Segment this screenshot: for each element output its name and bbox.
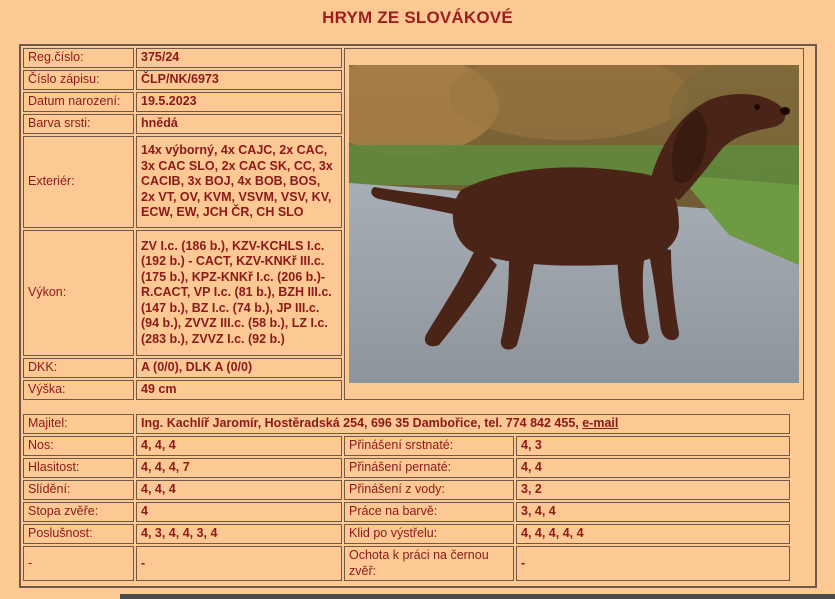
value-majitel (136, 414, 790, 434)
score-value-stopa-zvere: 4 (136, 502, 342, 522)
dog-photo-cell (344, 48, 804, 400)
label-dkk: DKK: (23, 358, 134, 378)
label-datum: Datum narození: (23, 92, 134, 112)
label-vykon: Výkon: (23, 230, 134, 356)
dog-record-table (21, 46, 806, 402)
value-datum: 19.5.2023 (136, 92, 342, 112)
score-value-empty: - (136, 546, 342, 581)
score-value-prace-na-barve: 3, 4, 4 (516, 502, 790, 522)
score-row (23, 436, 790, 456)
value-reg: 375/24 (136, 48, 342, 68)
score-value-poslusnost: 4, 3, 4, 4, 3, 4 (136, 524, 342, 544)
owner-and-scores-table (21, 412, 792, 583)
label-exterier: Exteriér: (23, 136, 134, 228)
label-reg: Reg.číslo: (23, 48, 134, 68)
email-link[interactable]: e-mail (582, 416, 619, 431)
score-value-prinaseni-z-vody: 3, 2 (516, 480, 790, 500)
dog-photo-image (349, 65, 799, 383)
score-label-prinaseni-z-vody: Přinášení z vody: (344, 480, 514, 500)
label-barva: Barva srsti: (23, 114, 134, 134)
score-row (23, 502, 790, 522)
value-vykon: ZV I.c. (186 b.), KZV-KCHLS I.c. (192 b.) - CACT, KZV-KNKř III.c. (175 b.), KPZ-KNKř I.c. (206 b.)-R.CACT, VP I.c. (81 b.), BZH III.c. (147 b.), BZ I.c. (74 b.), JP III.c. (94 b.), ZVVZ III.c. (58 b.), LZ I.c. (283 b.), ZVVZ I.c. (92 b.) (136, 230, 342, 356)
score-label-prinaseni-srstnate: Přinášení srstnaté: (344, 436, 514, 456)
score-row (23, 480, 790, 500)
score-row (23, 546, 790, 581)
score-label-slideni: Slídění: (23, 480, 134, 500)
label-vyska: Výška: (23, 380, 134, 400)
score-value-prinaseni-pernate: 4, 4 (516, 458, 790, 478)
label-majitel: Majitel: (23, 414, 134, 434)
score-label-ochota-cerna-zver: Ochota k práci na černou zvěř: (344, 546, 514, 581)
owner-text: Ing. Kachlíř Jaromír, Hostěradská 254, 696 35 Dambořice, tel. 774 842 455, (141, 416, 579, 431)
score-label-poslusnost: Poslušnost: (23, 524, 134, 544)
score-row (23, 524, 790, 544)
bottom-scrollbar (120, 594, 835, 599)
score-value-slideni: 4, 4, 4 (136, 480, 342, 500)
score-label-nos: Nos: (23, 436, 134, 456)
label-cislo: Číslo zápisu: (23, 70, 134, 90)
score-value-ochota-cerna-zver: - (516, 546, 790, 581)
score-label-prinaseni-pernate: Přinášení pernaté: (344, 458, 514, 478)
score-row (23, 458, 790, 478)
score-value-nos: 4, 4, 4 (136, 436, 342, 456)
score-label-empty: - (23, 546, 134, 581)
score-label-klid-po-vystrelu: Klid po výstřelu: (344, 524, 514, 544)
score-label-hlasitost: Hlasitost: (23, 458, 134, 478)
dog-photo (349, 65, 799, 383)
value-dkk: A (0/0), DLK A (0/0) (136, 358, 342, 378)
page-title: HRYM ZE SLOVÁKOVÉ (322, 8, 513, 27)
value-exterier: 14x výborný, 4x CAJC, 2x CAC, 3x CAC SLO, 2x CAC SK, CC, 3x CACIB, 3x BOJ, 4x BOB, BOS, 2x VT, OV, KVM, VSVM, VSV, KV, ECW, EW, JCH ČR, CH SLO (136, 136, 342, 228)
value-barva: hnědá (136, 114, 342, 134)
score-value-prinaseni-srstnate: 4, 3 (516, 436, 790, 456)
score-label-stopa-zvere: Stopa zvěře: (23, 502, 134, 522)
score-value-klid-po-vystrelu: 4, 4, 4, 4, 4 (516, 524, 790, 544)
score-value-hlasitost: 4, 4, 4, 7 (136, 458, 342, 478)
value-cislo: ČLP/NK/6973 (136, 70, 342, 90)
value-vyska: 49 cm (136, 380, 342, 400)
score-label-prace-na-barve: Práce na barvě: (344, 502, 514, 522)
